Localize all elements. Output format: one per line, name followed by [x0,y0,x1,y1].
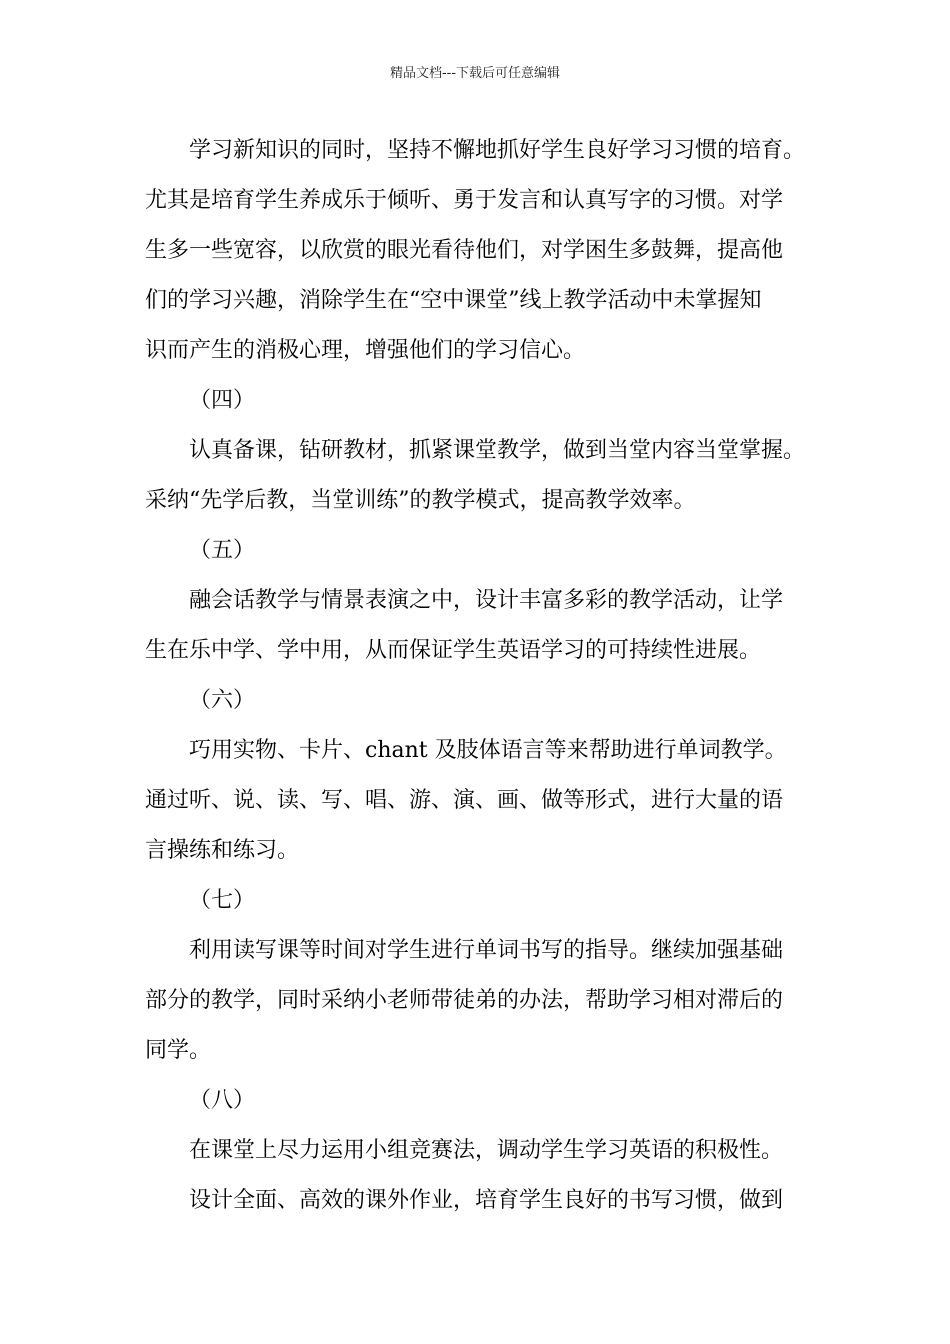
text-line: 生多一些宽容，以欣赏的眼光看待他们，对学困生多鼓舞，提高他 [145,238,784,263]
text-line: 巧用实物、卡片、chant 及肢体语言等来帮助进行单词教学。 [189,738,787,763]
section-heading-4: （四） [189,388,256,413]
text-line: 言操练和练习。 [145,838,300,863]
text-line: 融会话教学与情景表演之中，设计丰富多彩的教学活动，让学 [189,588,784,613]
text-line: 们的学习兴趣，消除学生在“空中课堂”线上教学活动中未掌握知 [145,288,762,313]
text-line: 尤其是培育学生养成乐于倾听、勇于发言和认真写字的习惯。对学 [145,188,784,213]
text-line: 通过听、说、读、写、唱、游、演、画、做等形式，进行大量的语 [145,788,784,813]
text-line: 设计全面、高效的课外作业，培育学生良好的书写习惯，做到 [189,1188,784,1213]
text-line: 利用读写课等时间对学生进行单词书写的指导。继续加强基础 [189,938,784,963]
text-line: 同学。 [145,1038,212,1063]
document-body [145,126,815,1226]
section-heading-5: （五） [189,538,256,563]
section-heading-8: （八） [189,1088,256,1113]
text-line: 生在乐中学、学中用，从而保证学生英语学习的可持续性进展。 [145,638,762,663]
page-header: 精品文档---下载后可任意编辑 [389,66,561,81]
text-line: 学习新知识的同时，坚持不懈地抓好学生良好学习习惯的培育。 [189,138,806,163]
section-heading-6: （六） [189,688,256,713]
text-line: 部分的教学，同时采纳小老师带徒弟的办法，帮助学习相对滞后的 [145,988,784,1013]
text-line: 在课堂上尽力运用小组竞赛法，调动学生学习英语的积极性。 [189,1138,784,1163]
text-line: 采纳“先学后教，当堂训练”的教学模式，提高教学效率。 [145,488,696,513]
text-line: 认真备课，钻研教材，抓紧课堂教学，做到当堂内容当堂掌握。 [189,438,806,463]
section-heading-7: （七） [189,888,256,913]
text-line: 识而产生的消极心理，增强他们的学习信心。 [145,338,586,363]
